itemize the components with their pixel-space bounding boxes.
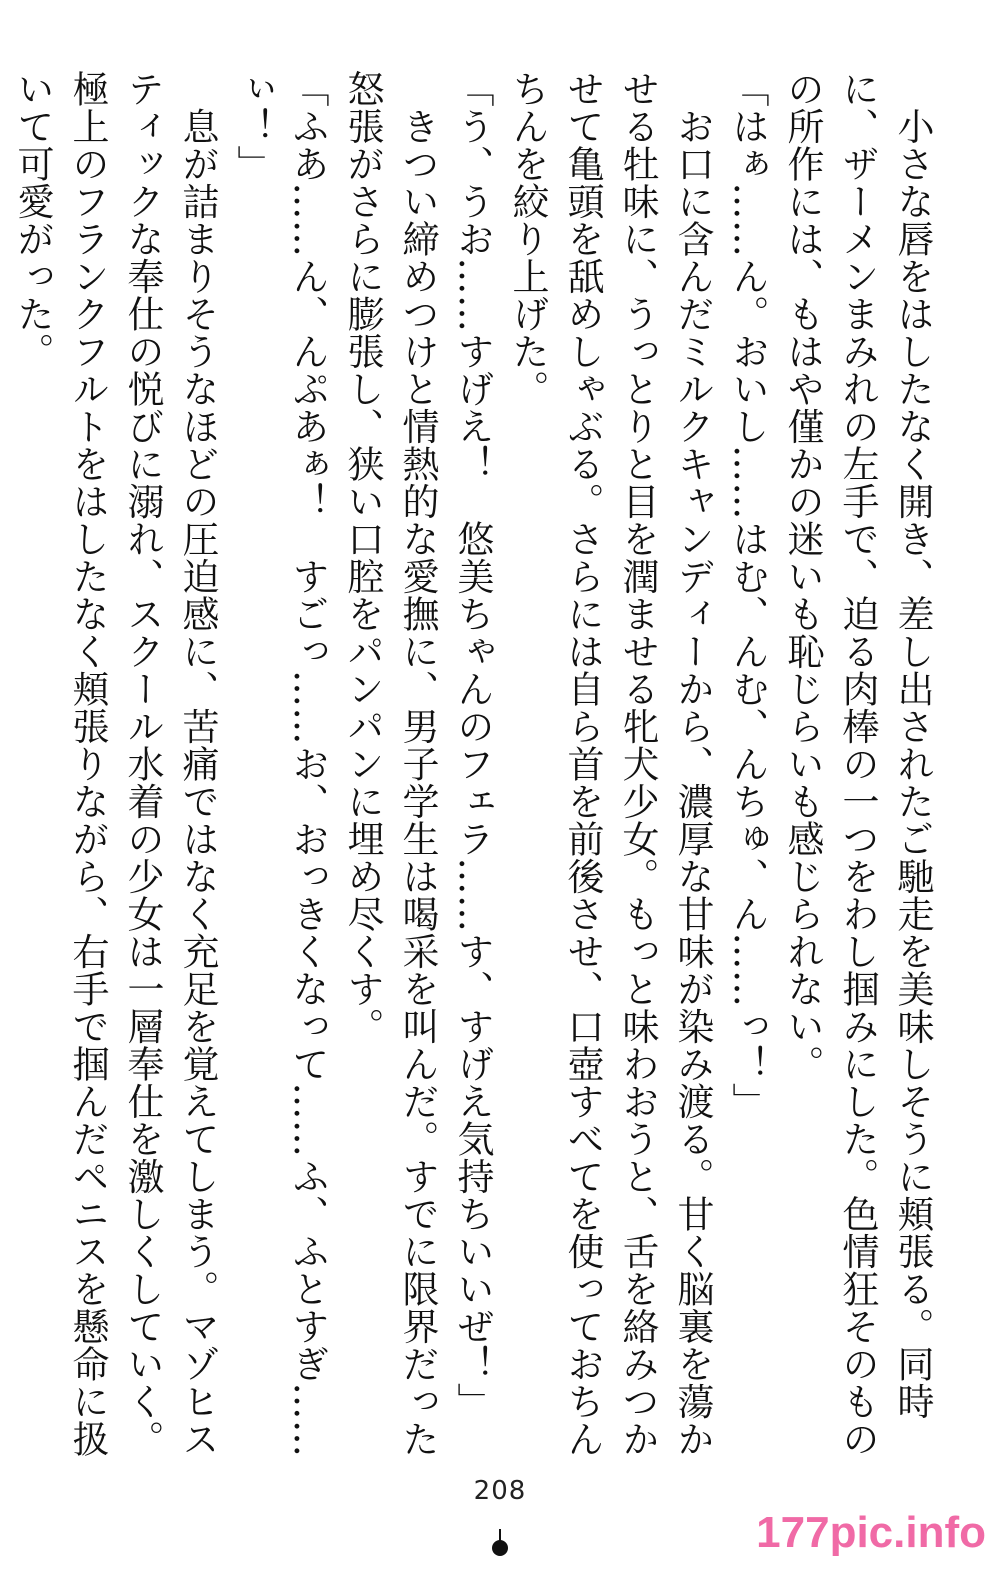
paragraph: 息が詰まりそうなほどの圧迫感に、苦痛ではなく充足を覚えてしまう。マゾヒスティックな奉仕の悦びに溺れ、スクール水着の少女は一層奉仕を激しくしていく。極上のフランクフルトをはしたなく頬張りながら、右手で掴んだペニスを懸命に扱いて可愛がった。 <box>11 70 219 1458</box>
paragraph: きつい締めつけと情熱的な愛撫に、男子学生は喝采を叫んだ。すでに限界だった怒張がさらに膨張し、狭い口腔をパンパンに埋め尽くす。 <box>341 70 439 1458</box>
watermark-logo: 177pic.info <box>756 1508 986 1557</box>
dialogue-line: 「ふあ……ん、んぷあぁ！ すごっ……お、おっきくなって……ふ、ふとすぎ……ぃ！」 <box>231 70 329 1458</box>
dialogue-line: 「はぁ……ん。おいし……はむ、んむ、んちゅ、ん……っ！」 <box>726 70 769 1120</box>
page-marker-dot <box>492 1540 508 1556</box>
paragraph <box>0 70 5 1470</box>
dialogue-line: 「う、うお……すげえ！ 悠美ちゃんのフェラ……す、すげえ気持ちいいぜ！」 <box>451 70 494 1420</box>
paragraph: お口に含んだミルクキャンディーから、濃厚な甘味が染み渡る。甘く脳裏を蕩かせる牡味に、うっとりと目を潤ませる牝犬少女。もっと味わおうと、舌を絡みつかせて亀頭を舐めしゃぶる。さらには自ら首を前後させ、口壺すべてを使っておちんちんを絞り上げた。 <box>506 70 714 1458</box>
page-number: 208 <box>473 1476 527 1506</box>
paragraph: 小さな唇をはしたなく開き、差し出されたご馳走を美味しそうに頬張る。同時に、ザーメンまみれの左手で、迫る肉棒の一つをわし掴みにした。色情狂そのものの所作には、もはや僅かの迷いも恥じらいも感じられない。 <box>781 70 934 1458</box>
page-body <box>11 70 940 1470</box>
